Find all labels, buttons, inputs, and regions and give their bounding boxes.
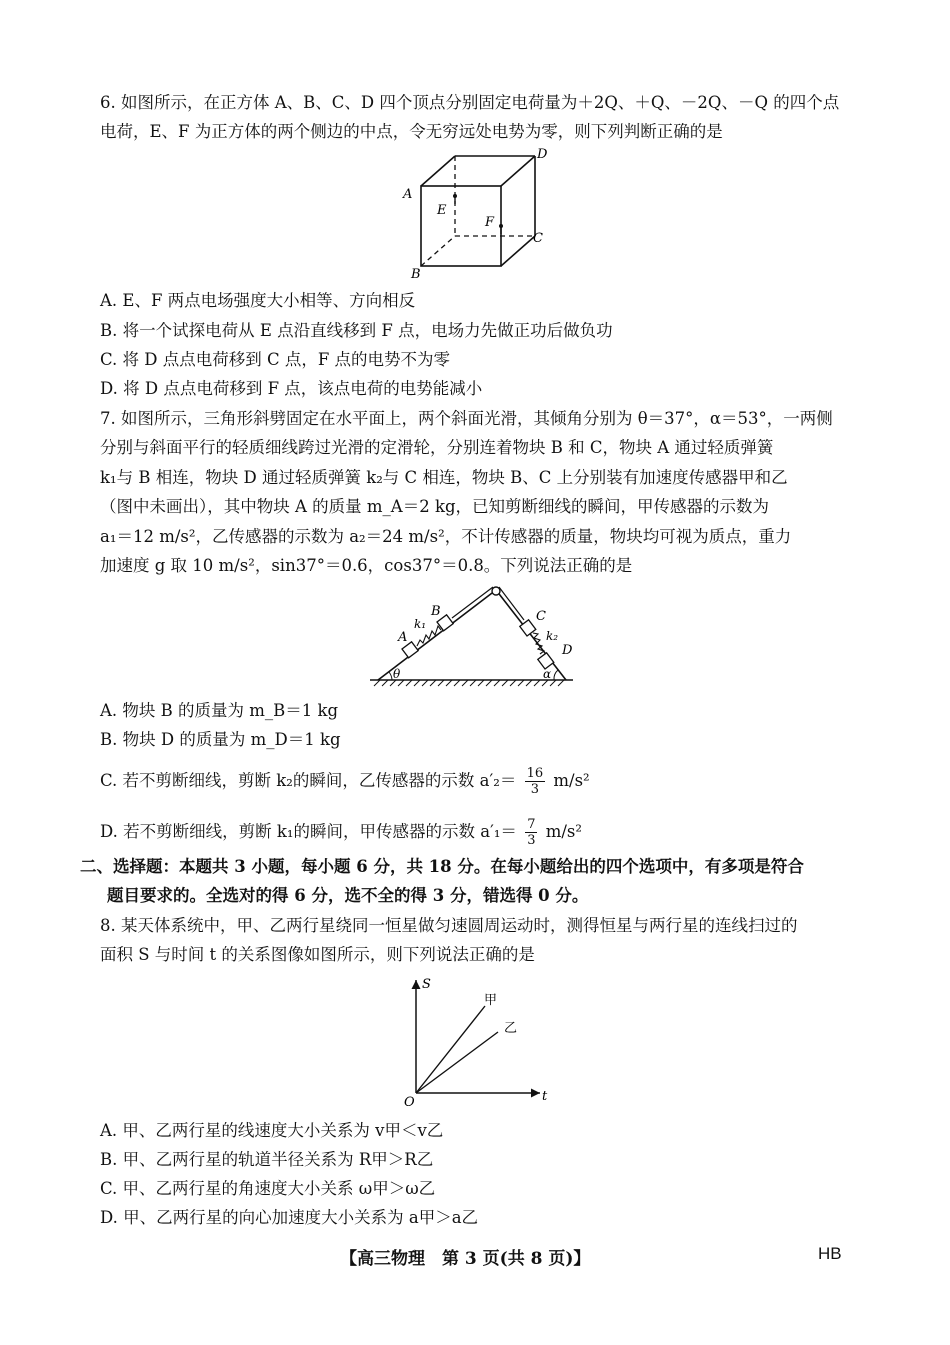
q6-label-B: B: [411, 267, 421, 278]
q8-option-b: B. 甲、乙两行星的轨道半径关系为 R甲＞R乙: [100, 1150, 434, 1169]
q6-label-D: D: [537, 147, 548, 162]
q7-option-d: [100, 817, 582, 848]
q7-stem-line2: 分别与斜面平行的轻质细线跨过光滑的定滑轮，分别连着物块 B 和 C，物块 A 通过轻质弹簧: [100, 438, 774, 457]
q6-option-c: C. 将 D 点点电荷移到 C 点，F 点的电势不为零: [100, 350, 451, 369]
q7-option-c-numerator: 16: [526, 766, 544, 781]
q8-label-S: S: [422, 977, 431, 992]
q7-stem-line5: a₁＝12 m/s²，乙传感器的示数为 a₂＝24 m/s²，不计传感器的质量，物块均可视为质点，重力: [100, 527, 792, 546]
q7-option-d-denominator: 3: [527, 833, 536, 848]
q7-label-k1: k₁: [414, 617, 427, 631]
q8-option-d: D. 甲、乙两行星的向心加速度大小关系为 a甲＞a乙: [100, 1208, 479, 1227]
q7-option-c: [100, 766, 590, 797]
q8-area-time-graph: [400, 970, 560, 1110]
q8-label-yi: 乙: [504, 1021, 518, 1036]
page-footer-code: HB: [818, 1244, 842, 1263]
q8-option-a: A. 甲、乙两行星的线速度大小关系为 v甲＜v乙: [100, 1121, 444, 1140]
q6-stem-line2: 电荷，E、F 为正方体的两个侧边的中点，令无穷远处电势为零，则下列判断正确的是: [100, 122, 723, 141]
q7-stem-line1: 7. 如图所示，三角形斜劈固定在水平面上，两个斜面光滑，其倾角分别为 θ＝37°，α＝53°，一两侧: [100, 409, 833, 428]
q8-label-O: O: [404, 1095, 415, 1110]
q6-option-d: D. 将 D 点点电荷移到 F 点，该点电荷的电势能减小: [100, 379, 483, 398]
q6-label-F: F: [485, 215, 495, 230]
q6-label-A: A: [403, 187, 413, 202]
q6-label-E: E: [437, 203, 447, 218]
q7-stem-line6: 加速度 g 取 10 m/s²，sin37°＝0.6，cos37°＝0.8。下列说法正确的是: [100, 556, 633, 575]
q6-option-b: B. 将一个试探电荷从 E 点沿直线移到 F 点，电场力先做正功后做负功: [100, 321, 613, 340]
q8-label-t: t: [542, 1089, 548, 1104]
q8-label-jia: 甲: [484, 993, 498, 1008]
q7-label-k2: k₂: [546, 629, 559, 643]
q7-option-c-denominator: 3: [530, 782, 539, 797]
q7-stem-line4: （图中未画出），其中物块 A 的质量 m_A＝2 kg，已知剪断细线的瞬间，甲传感器的示数为: [100, 497, 770, 516]
q6-cube-figure: [395, 146, 555, 278]
q7-wedge-figure: [368, 582, 588, 694]
q6-label-C: C: [533, 231, 543, 246]
q7-option-d-numerator: 7: [527, 817, 536, 832]
q7-option-c-text: C. 若不剪断细线，剪断 k₂的瞬间，乙传感器的示数 a′₂＝: [100, 771, 517, 790]
q7-option-c-fraction: [525, 766, 546, 797]
q7-label-B: B: [431, 604, 441, 619]
q8-stem-line2: 面积 S 与时间 t 的关系图像如图所示，则下列说法正确的是: [100, 945, 535, 964]
q7-option-b: B. 物块 D 的质量为 m_D＝1 kg: [100, 730, 341, 749]
q7-option-a: A. 物块 B 的质量为 m_B＝1 kg: [100, 701, 339, 720]
q6-option-a: A. E、F 两点电场强度大小相等、方向相反: [100, 291, 416, 310]
page-footer-title: 【高三物理 第 3 页(共 8 页)】: [340, 1249, 591, 1269]
q7-label-A: A: [398, 630, 408, 645]
q8-option-c: C. 甲、乙两行星的角速度大小关系 ω甲＞ω乙: [100, 1179, 436, 1198]
q7-label-C: C: [536, 609, 546, 624]
q7-label-alpha: α: [543, 667, 552, 681]
q7-label-D: D: [562, 643, 573, 658]
q7-label-theta: θ: [393, 667, 401, 681]
q7-option-d-text: D. 若不剪断细线，剪断 k₁的瞬间，甲传感器的示数 a′₁＝: [100, 822, 517, 841]
q7-option-d-unit: m/s²: [545, 822, 583, 841]
q8-stem-line1: 8. 某天体系统中，甲、乙两行星绕同一恒星做匀速圆周运动时，测得恒星与两行星的连线扫过的: [100, 916, 798, 935]
q7-stem-line3: k₁与 B 相连，物块 D 通过轻质弹簧 k₂与 C 相连，物块 B、C 上分别装有加速度传感器甲和乙: [100, 468, 788, 487]
q6-stem-line1: 6. 如图所示，在正方体 A、B、C、D 四个顶点分别固定电荷量为＋2Q、＋Q、－2Q、－Q 的四个点: [100, 93, 840, 112]
q7-option-c-unit: m/s²: [553, 771, 590, 790]
q7-option-d-fraction: [525, 817, 537, 848]
section2-header-line1: 二、选择题：本题共 3 小题，每小题 6 分，共 18 分。在每小题给出的四个选项中，有多项是符合: [80, 857, 804, 876]
section2-header-line2: 题目要求的。全选对的得 6 分，选不全的得 3 分，错选得 0 分。: [107, 886, 589, 905]
